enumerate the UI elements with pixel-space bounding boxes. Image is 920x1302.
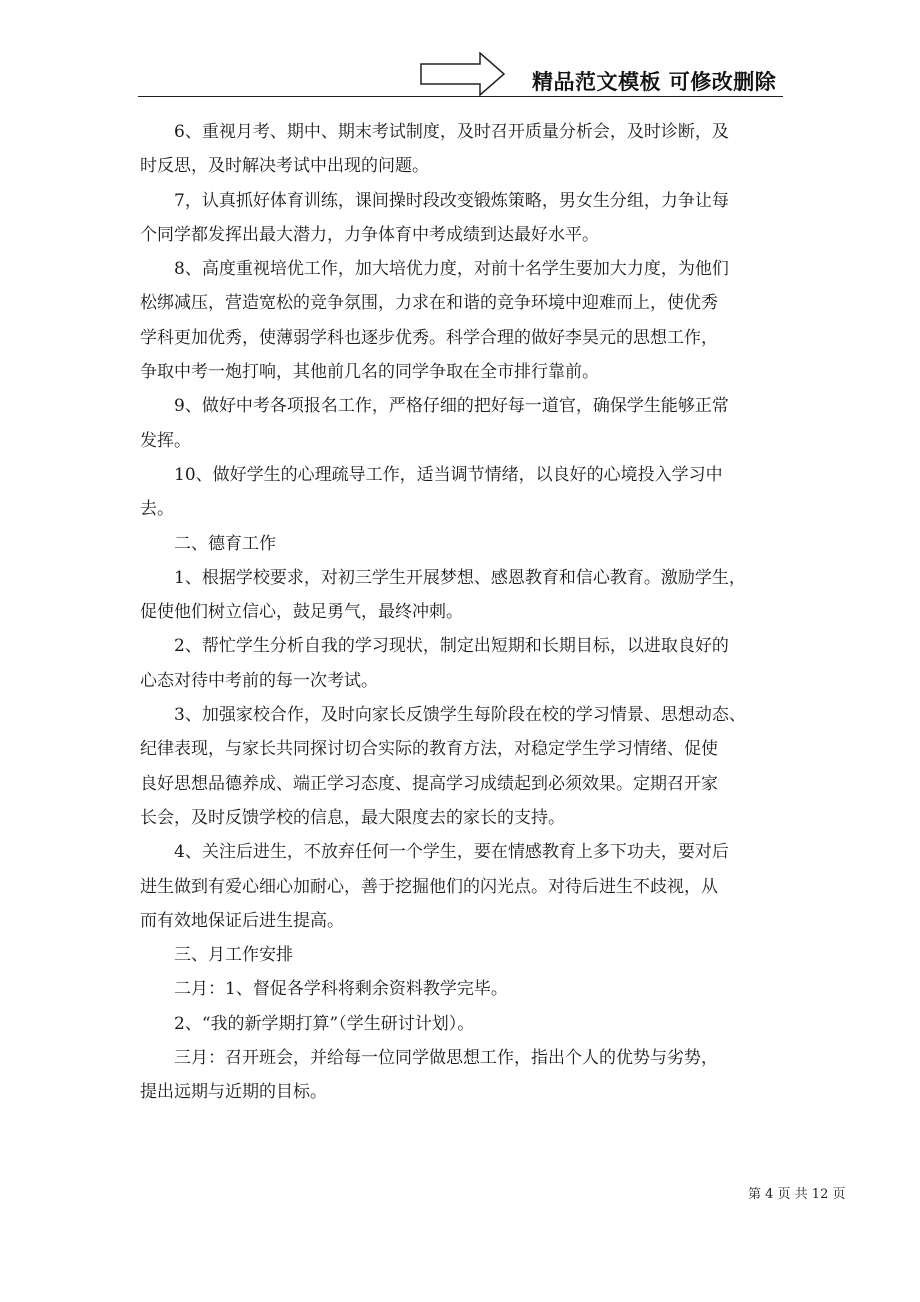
- text-line: 4、关注后进生，不放弃任何一个学生，要在情感教育上多下功夫，要对后: [174, 842, 729, 863]
- paragraph: [140, 561, 785, 630]
- text-line: 2、帮忙学生分析自我的学习现状，制定出短期和长期目标，以进取良好的: [174, 636, 729, 657]
- text-line: 促使他们树立信心，鼓足勇气，最终冲刺。: [140, 602, 463, 623]
- paragraph: [140, 1007, 785, 1041]
- text-line: 心态对待中考前的每一次考试。: [140, 670, 378, 691]
- paragraph: [140, 1041, 785, 1110]
- text-line: 6、重视月考、期中、期末考试制度，及时召开质量分析会，及时诊断，及: [174, 122, 729, 142]
- text-line: 2、“我的新学期打算”（学生研讨计划）。: [174, 1013, 475, 1034]
- text-line: 而有效地保证后进生提高。: [140, 910, 344, 931]
- paragraph: [140, 698, 785, 835]
- paragraph: [140, 184, 785, 253]
- paragraph: [140, 389, 785, 458]
- right-arrow-icon: [420, 52, 506, 96]
- document-body: [140, 115, 785, 1110]
- text-line: 10、做好学生的心理疏导工作，适当调节情绪，以良好的心境投入学习中: [174, 464, 723, 485]
- header-divider: [138, 96, 783, 97]
- text-line: 二月：1、督促各学科将剩余资料教学完毕。: [174, 979, 508, 1000]
- text-line: 二、德育工作: [174, 533, 276, 554]
- text-line: 去。: [140, 499, 174, 520]
- text-line: 争取中考一炮打响，其他前几名的同学争取在全市排行靠前。: [140, 362, 599, 383]
- text-line: 进生做到有爱心细心加耐心，善于挖掘他们的闪光点。对待后进生不歧视，从: [140, 876, 718, 897]
- text-line: 提出远期与近期的目标。: [140, 1082, 327, 1103]
- text-line: 8、高度重视培优工作，加大培优力度，对前十名学生要加大力度，为他们: [174, 259, 729, 280]
- paragraph: [140, 835, 785, 938]
- header-title: 精品范文模板 可修改删除: [532, 70, 777, 94]
- text-line: 7，认真抓好体育训练，课间操时段改变锻炼策略，男女生分组，力争让每: [174, 190, 729, 211]
- paragraph: [140, 115, 785, 184]
- text-line: 三月：召开班会，并给每一位同学做思想工作，指出个人的优势与劣势，: [174, 1048, 718, 1069]
- text-line: 1、根据学校要求，对初三学生开展梦想、感恩教育和信心教育。激励学生，: [174, 567, 746, 588]
- paragraph: [140, 938, 785, 972]
- text-line: 学科更加优秀，使薄弱学科也逐步优秀。科学合理的做好李昊元的思想工作，: [140, 327, 718, 348]
- paragraph: [140, 629, 785, 698]
- text-line: 9、做好中考各项报名工作，严格仔细的把好每一道官，确保学生能够正常: [174, 396, 729, 417]
- text-line: 长会，及时反馈学校的信息，最大限度去的家长的支持。: [140, 807, 565, 828]
- paragraph: [140, 252, 785, 389]
- text-line: 发挥。: [140, 430, 191, 451]
- text-line: 3、加强家校合作，及时向家长反馈学生每阶段在校的学习情景、思想动态、: [174, 705, 746, 726]
- text-line: 时反思，及时解决考试中出现的问题。: [140, 156, 429, 177]
- text-line: 个同学都发挥出最大潜力，力争体育中考成绩到达最好水平。: [140, 224, 599, 245]
- text-line: 良好思想品德养成、端正学习态度、提高学习成绩起到必须效果。定期召开家: [140, 773, 718, 794]
- text-line: 纪律表现，与家长共同探讨切合实际的教育方法，对稳定学生学习情绪、促使: [140, 739, 718, 760]
- page-number: 第 4 页 共 12 页: [748, 1187, 846, 1202]
- paragraph: [140, 458, 785, 527]
- paragraph: [140, 527, 785, 561]
- text-line: 松绑减压，营造宽松的竞争氛围，力求在和谐的竞争环境中迎难而上，使优秀: [140, 293, 718, 314]
- text-line: 三、月工作安排: [174, 945, 293, 966]
- paragraph: [140, 972, 785, 1006]
